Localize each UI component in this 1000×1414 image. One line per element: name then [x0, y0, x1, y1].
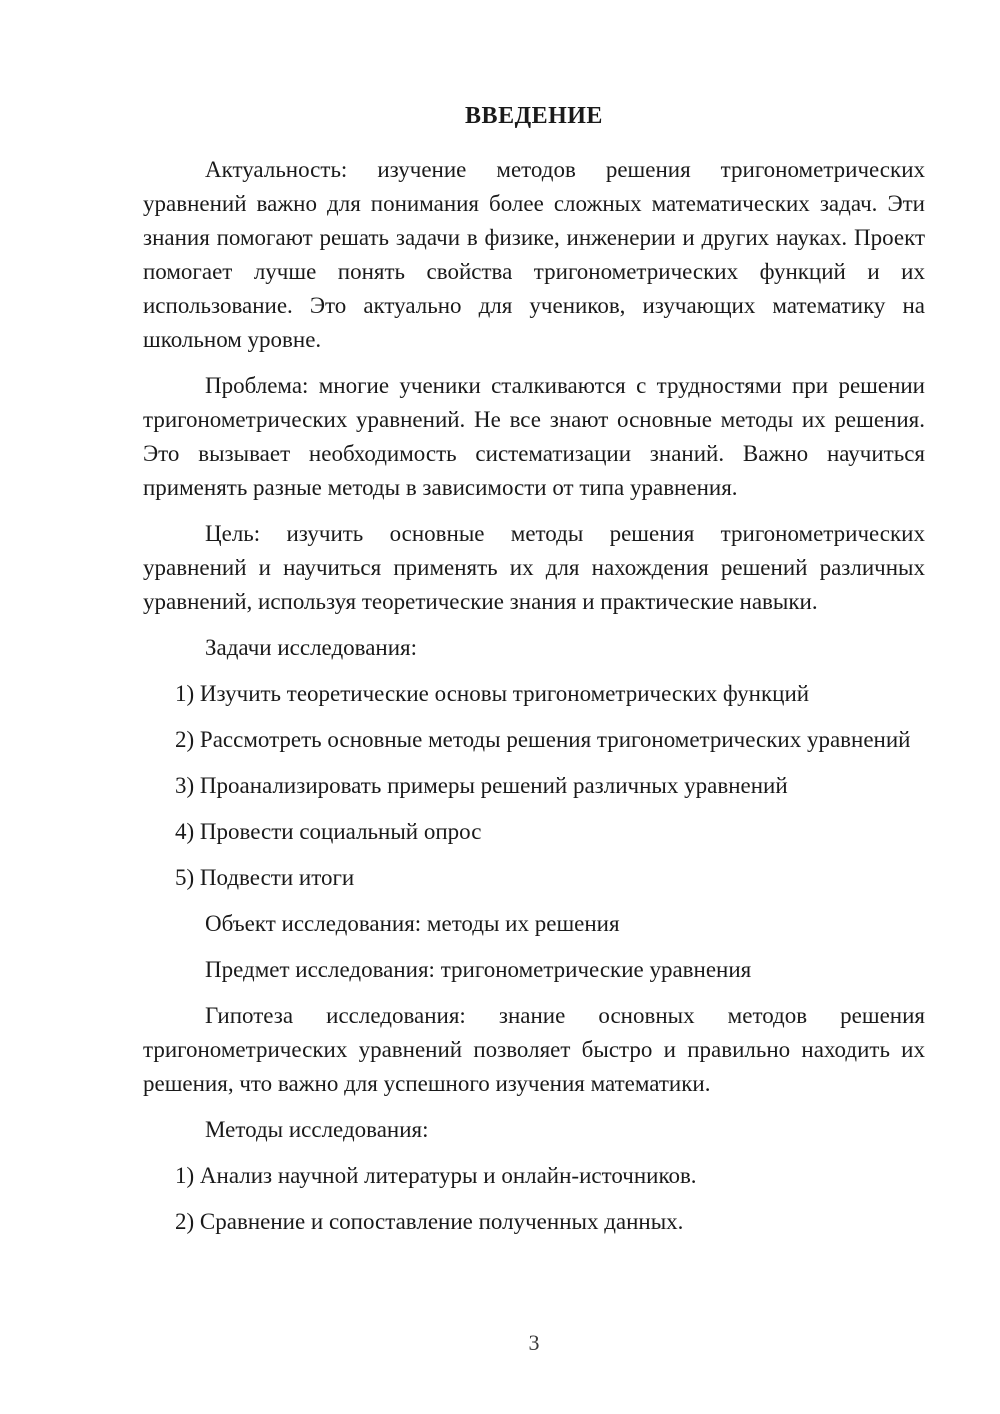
task-item-5: 5) Подвести итоги — [175, 865, 355, 890]
method-item-2: 2) Сравнение и сопоставление полученных данных. — [175, 1209, 684, 1234]
method-item-1: 1) Анализ научной литературы и онлайн-источников. — [175, 1163, 697, 1188]
tasks-label: Задачи исследования: — [205, 635, 418, 660]
page-number: 3 — [528, 1330, 540, 1355]
paragraph-hypothesis: Гипотеза исследования: знание основных методов решения тригонометрических уравнений позволяет быстро и правильно находить их решения, что важно для успешного изучения математики. — [143, 1003, 925, 1096]
paragraph-research-object: Объект исследования: методы их решения — [205, 911, 620, 936]
methods-label: Методы исследования: — [205, 1117, 429, 1142]
paragraph-problem: Проблема: многие ученики сталкиваются с трудностями при решении тригонометрических уравнений. Не все знают основные методы их решения. Это вызывает необходимость систематизации знаний. Важно научиться применять разные методы в зависимости от типа уравнения. — [143, 373, 925, 500]
document-title: ВВЕДЕНИЕ — [465, 103, 603, 129]
task-item-1: 1) Изучить теоретические основы тригонометрических функций — [175, 681, 810, 706]
paragraph-research-subject: Предмет исследования: тригонометрические уравнения — [205, 957, 752, 982]
task-item-2: 2) Рассмотреть основные методы решения тригонометрических уравнений — [175, 727, 911, 752]
task-item-4: 4) Провести социальный опрос — [175, 819, 482, 844]
task-item-3: 3) Проанализировать примеры решений различных уравнений — [175, 773, 788, 798]
paragraph-goal: Цель: изучить основные методы решения тригонометрических уравнений и научиться применять их для нахождения решений различных уравнений, используя теоретические знания и практические навыки. — [143, 521, 925, 614]
paragraph-relevance: Актуальность: изучение методов решения тригонометрических уравнений важно для понимания более сложных математических задач. Эти знания помогают решать задачи в физике, инженерии и других науках. Проект помогает лучше понять свойства тригонометрических функций и их использование. Это актуально для учеников, изучающих математику на школьном уровне. — [143, 157, 925, 352]
